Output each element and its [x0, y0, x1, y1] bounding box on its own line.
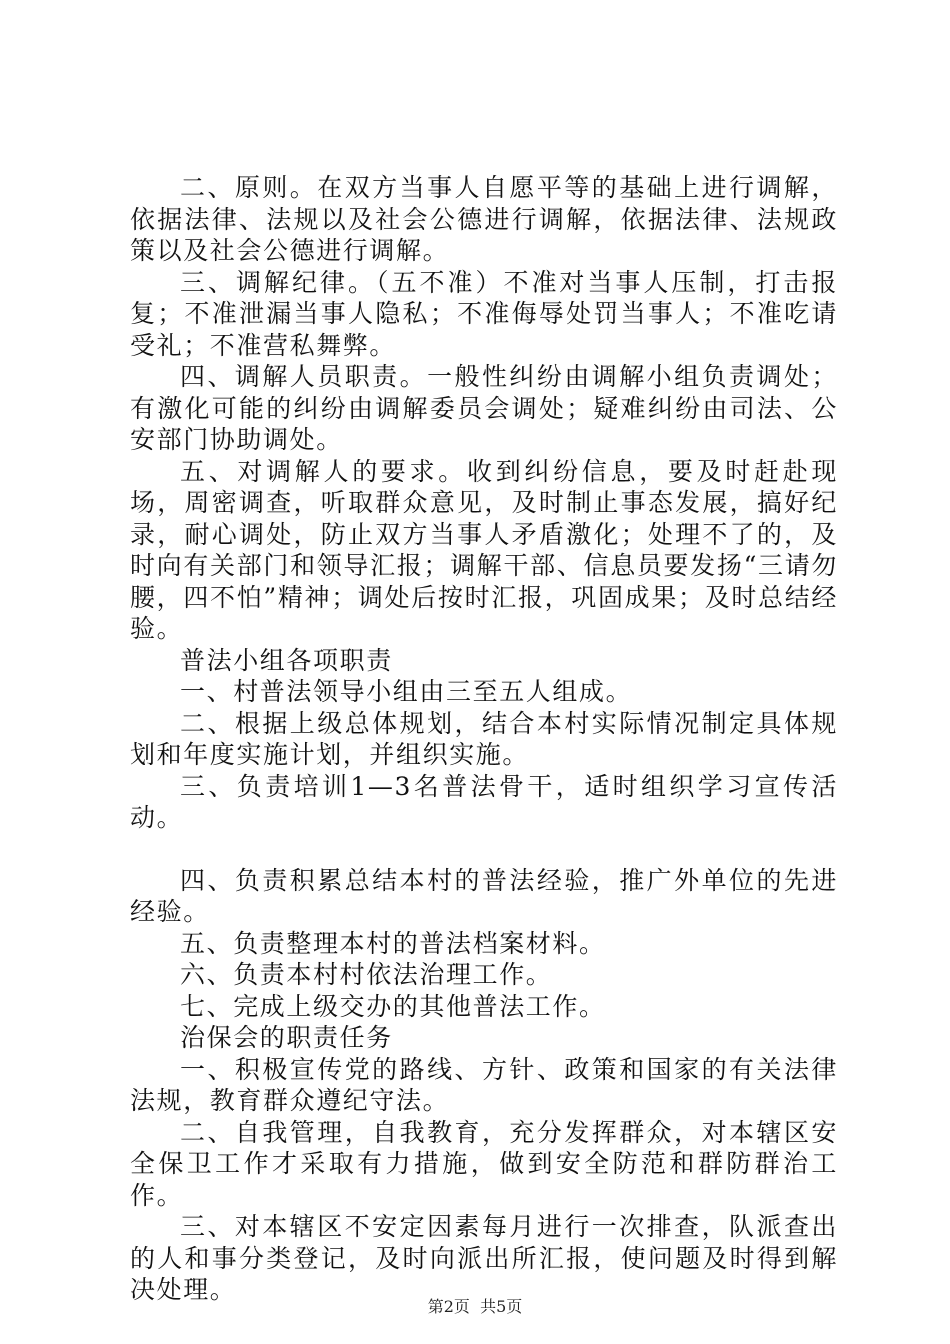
- section-heading-security-committee: 治保会的职责任务: [180, 1023, 393, 1052]
- paragraph-security-item-2: 二、自我管理，自我教育，充分发挥群众，对本辖区安全保卫工作才采取有力措施，做到安全防范和群防群治工作。: [130, 1117, 838, 1210]
- paragraph-mediator-requirements: 五、对调解人的要求。收到纠纷信息，要及时赶赴现场，周密调查，听取群众意见，及时制止事态发展，搞好纪录，耐心调处，防止双方当事人矛盾激化；处理不了的，及时向有关部门和领导汇报；调解干部、信息员要发扬“三请勿腰，四不怕”精神；调处后按时汇报，巩固成果；及时总结经验。: [130, 456, 838, 643]
- paragraph-mediator-duties: 四、调解人员职责。一般性纠纷由调解小组负责调处；有激化可能的纠纷由调解委员会调处；疑难纠纷由司法、公安部门协助调处。: [130, 362, 838, 454]
- page-number: 第2页 共5页: [427, 1297, 523, 1316]
- paragraph-legal-item-7: 七、完成上级交办的其他普法工作。: [180, 991, 606, 1021]
- paragraph-legal-item-4: 四、负责积累总结本村的普法经验，推广外单位的先进经验。: [130, 865, 838, 926]
- paragraph-security-item-1: 一、积极宣传党的路线、方针、政策和国家的有关法律法规，教育群众遵纪守法。: [130, 1054, 838, 1115]
- paragraph-legal-item-6: 六、负责本村村依法治理工作。: [180, 960, 553, 989]
- paragraph-legal-item-5: 五、负责整理本村的普法档案材料。: [180, 928, 606, 958]
- paragraph-principle: 二、原则。在双方当事人自愿平等的基础上进行调解，依据法律、法规以及社会公德进行调解，依据法律、法规政策以及社会公德进行调解。: [130, 173, 838, 265]
- paragraph-legal-item-1: 一、村普法领导小组由三至五人组成。: [180, 677, 633, 706]
- document-body: [130, 172, 838, 1306]
- paragraph-mediation-discipline: 三、调解纪律。（五不准）不准对当事人压制，打击报复；不准泄漏当事人隐私；不准侮辱处罚当事人；不准吃请受礼；不准营私舞弊。: [130, 267, 838, 360]
- section-heading-legal-education: 普法小组各项职责: [180, 645, 393, 675]
- paragraph-legal-item-3: 三、负责培训1—3名普法骨干，适时组织学习宣传活动。: [130, 771, 838, 832]
- paragraph-security-item-3: 三、对本辖区不安定因素每月进行一次排查，队派查出的人和事分类登记，及时向派出所汇报，使问题及时得到解决处理。: [130, 1212, 838, 1304]
- paragraph-legal-item-2: 二、根据上级总体规划，结合本村实际情况制定具体规划和年度实施计划，并组织实施。: [130, 708, 838, 769]
- page-footer: [0, 1297, 950, 1317]
